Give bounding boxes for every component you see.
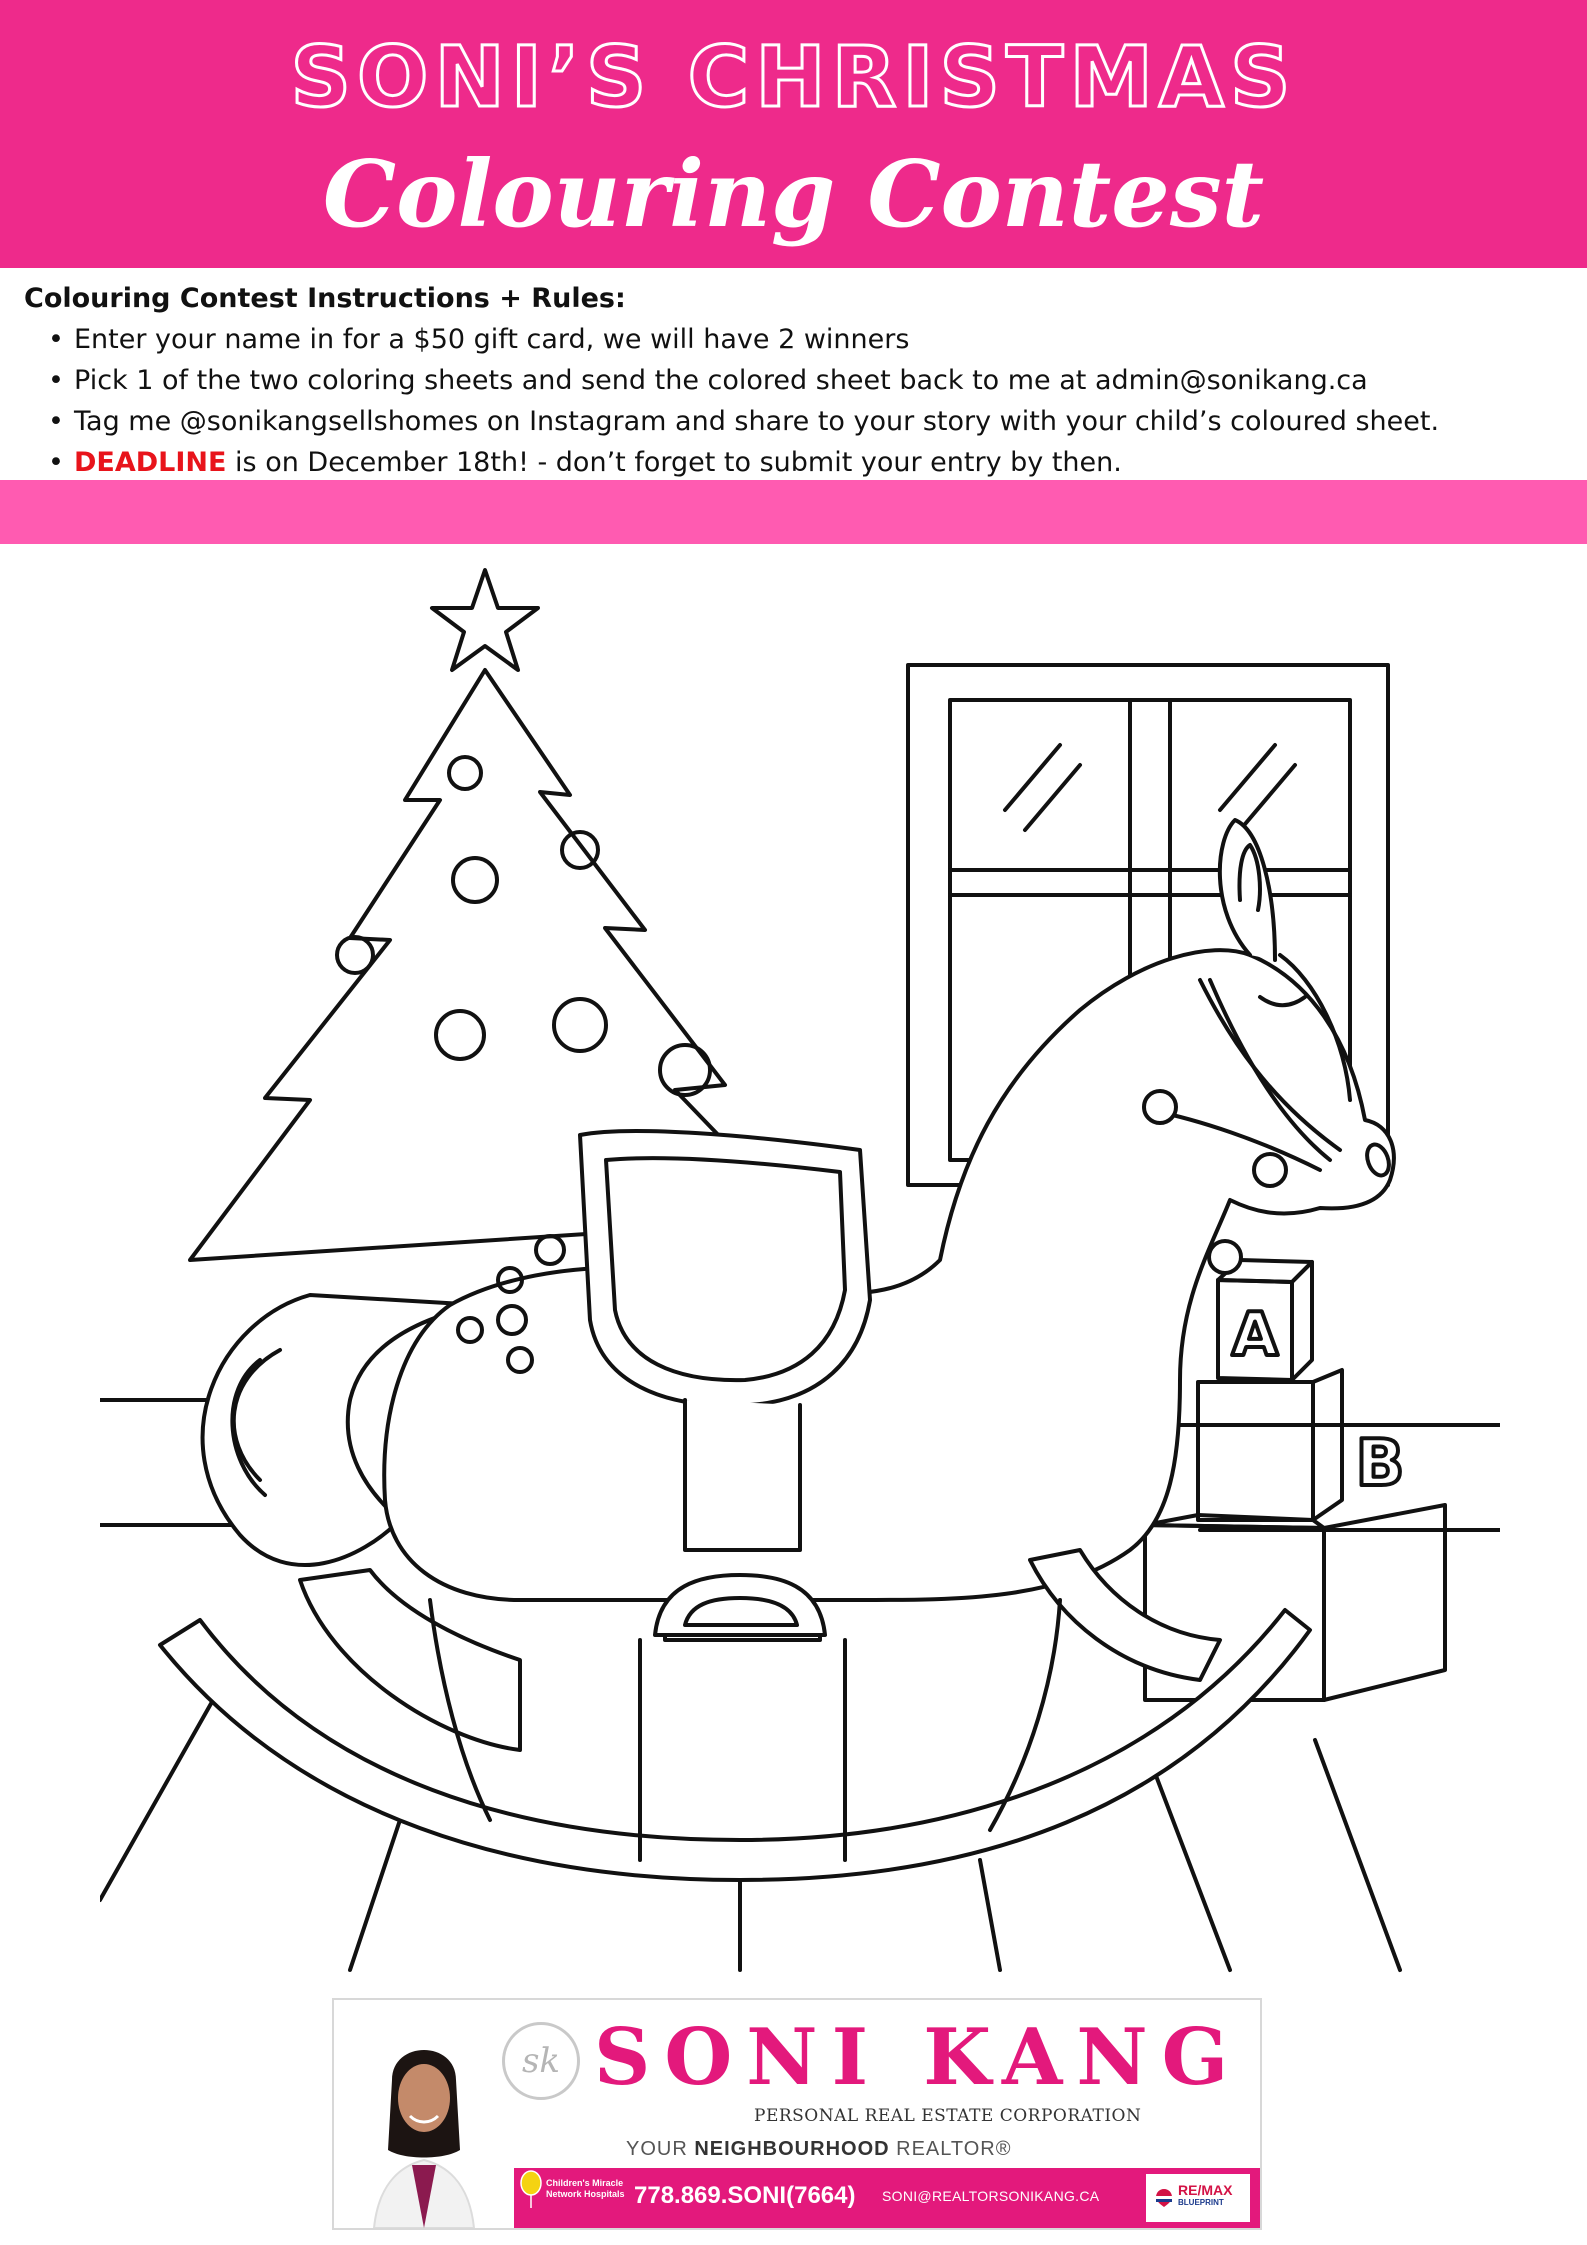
- sk-monogram-logo: sk: [502, 2022, 580, 2100]
- rules-list: [24, 319, 1564, 483]
- realtor-portrait-photo: [334, 2000, 514, 2228]
- rules-heading: Colouring Contest Instructions + Rules:: [24, 283, 626, 314]
- deadline-text: is on December 18th! - don’t forget to submit your entry by then.: [226, 447, 1122, 478]
- remax-name: RE/MAX: [1178, 2182, 1233, 2198]
- realtor-corporation: PERSONAL REAL ESTATE CORPORATION: [754, 2106, 1142, 2126]
- rocking-horse-coloring-artwork: [100, 560, 1500, 1980]
- email-address[interactable]: SONI@REALTORSONIKANG.CA: [882, 2188, 1100, 2204]
- phone-number[interactable]: 778.869.SONI(7664): [634, 2182, 856, 2209]
- realtor-business-banner: [332, 1998, 1262, 2230]
- header-banner: [0, 0, 1587, 268]
- realtor-name: SONI KANG: [594, 2012, 1243, 2103]
- title-line-1: SONI’S CHRISTMAS: [290, 28, 1297, 126]
- rule-item: • Pick 1 of the two coloring sheets and send the colored sheet back to me at admin@sonikang.ca: [74, 360, 1564, 401]
- remax-brokerage: BLUEPRINT: [1178, 2198, 1224, 2207]
- cmn-hospitals-text: Children's Miracle Network Hospitals: [546, 2178, 625, 2199]
- remax-balloon-icon: [1154, 2188, 1174, 2208]
- tagline-pre: YOUR: [626, 2138, 695, 2160]
- tagline-post: REALTOR®: [889, 2138, 1012, 2160]
- rule-item: • Enter your name in for a $50 gift card, we will have 2 winners: [74, 319, 1564, 360]
- realtor-tagline: [626, 2138, 1186, 2161]
- deadline-label: DEADLINE: [74, 447, 227, 478]
- rule-item: • Tag me @sonikangsellshomes on Instagram and share to your story with your child’s coloured sheet.: [74, 401, 1564, 442]
- block-letter-a: A: [1231, 1300, 1279, 1370]
- block-letter-b: B: [1355, 1427, 1405, 1501]
- pink-divider-band: [0, 480, 1587, 544]
- tagline-bold: NEIGHBOURHOOD: [694, 2138, 890, 2160]
- contest-rules: [24, 278, 1564, 483]
- balloon-icon: [518, 2170, 544, 2210]
- rule-item-deadline: [74, 442, 1564, 483]
- title-line-2: Colouring Contest: [322, 140, 1265, 248]
